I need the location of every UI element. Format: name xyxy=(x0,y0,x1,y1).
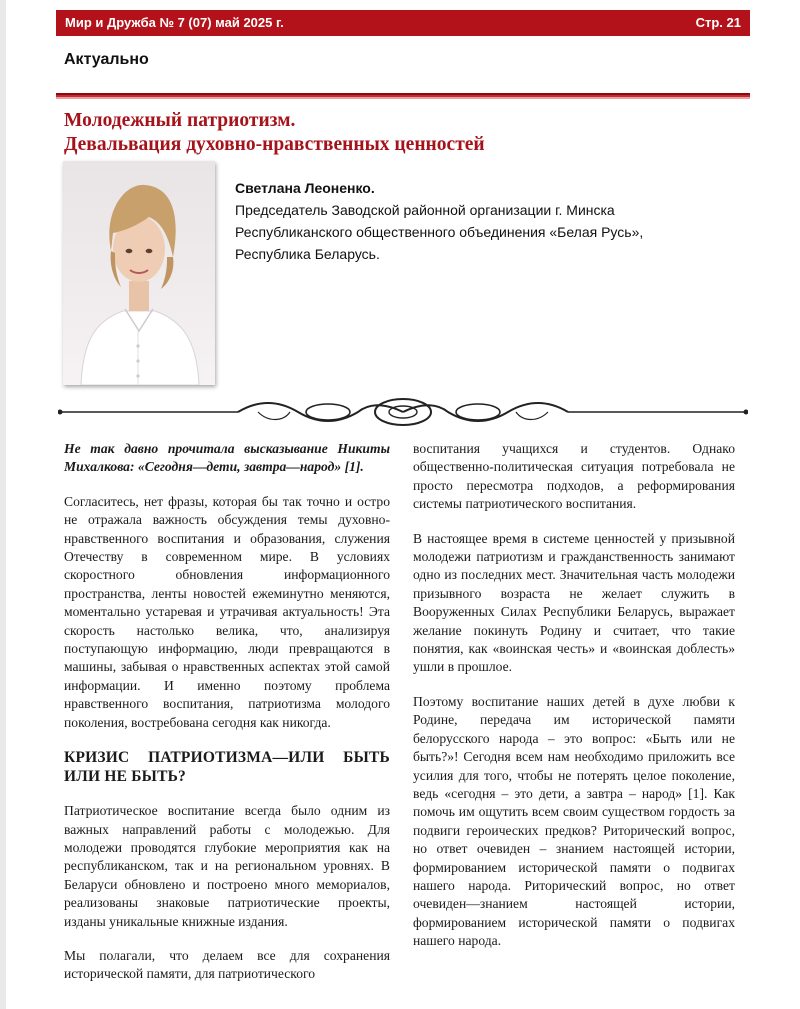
author-position-line-1: Председатель Заводской районной организации г. Минска xyxy=(235,202,615,218)
article-title-line-1: Молодежный патриотизм. xyxy=(64,110,296,131)
paragraph: воспитания учащихся и студентов. Однако общественно-политическая ситуация потребовала не просто пересмотра подходов, а реформирования системы патриотического воспитания. xyxy=(413,441,735,512)
section-title: Актуально xyxy=(64,51,149,68)
page-number: Стр. 21 xyxy=(695,15,741,30)
author-info xyxy=(235,177,643,265)
author-portrait-image xyxy=(63,161,215,385)
ornamental-divider xyxy=(58,392,748,432)
article-title-line-2: Девальвация духовно-нравственных ценностей xyxy=(64,134,485,155)
author-photo xyxy=(63,161,215,385)
paragraph: Согласитесь, нет фразы, которая бы так точно и остро не отражала важность обсуждения темы духовно-нравственного воспитания и образования, служения Отечеству в современном мире. В условиях скоростного обновления информационного пространства, ленты новостей ежеминутно меняются, моментально устаревая и утрачивая актуальность! Эта скорость настолько велика, что, анализируя поступающую информацию, люди превращаются в машины, забывая о нравственных аспектах этой самой информации. И именно поэтому проблема нравственного воспитания, патриотизма молодого поколения, востребована сегодня как никогда. xyxy=(64,493,390,730)
author-position-line-3: Республика Беларусь. xyxy=(235,246,380,262)
paragraph: Поэтому воспитание наших детей в духе любви к Родине, передача им исторической памяти белорусского народа – это вопрос: «Быть или не быть?»! Сегодня всем нам необходимо приложить все усилия для того, чтобы не потерять целое поколение, ведь «сегодня – это дети, а завтра – народ» [1]. Как помочь им ощутить всем своим существом гордость за подвиги героических предков? Риторический вопрос, но ответ очевиден – знанием настоящей истории, формированием исторической памяти о подвигах нашего народа. Риторический вопрос, но ответ очевиден—знанием настоящей истории, формированием исторической памяти о подвигах нашего народа. xyxy=(413,693,735,949)
author-position-line-2: Республиканского общественного объединения «Белая Русь», xyxy=(235,224,644,240)
subheading: КРИЗИС ПАТРИОТИЗМА—ИЛИ БЫТЬ ИЛИ НЕ БЫТЬ? xyxy=(64,749,390,786)
left-column xyxy=(64,440,390,1000)
author-name: Светлана Леоненко. xyxy=(235,180,375,196)
section-rule xyxy=(56,93,750,99)
paragraph: Мы полагали, что делаем все для сохранения исторической памяти, для патриотического xyxy=(64,947,390,982)
paragraph: В настоящее время в системе ценностей у призывной молодежи патриотизм и гражданственность занимают одно из последних мест. Значительная часть молодежи призывного возраста не желает служить в Вооруженных Силах Республики Беларусь, выражает желание покинуть Родину и считает, что такие понятия, как «воинская честь» и «воинская доблесть» ушли в прошлое. xyxy=(413,530,735,675)
lead-paragraph: Не так давно прочитала высказывание Никиты Михалкова: «Сегодня—дети, завтра—народ» [1]. xyxy=(64,441,390,475)
paragraph: Патриотическое воспитание всегда было одним из важных направлений работы с молодежью. Для молодежи проводятся глубокие мероприятия как на республиканском, так и на региональном уровнях. В Беларуси обновлено и построено много мемориалов, реализованы знаковые патриотические проекты, изданы уникальные книжные издания. xyxy=(64,803,390,929)
publication-title: Мир и Дружба № 7 (07) май 2025 г. xyxy=(65,15,284,30)
header-bar xyxy=(56,10,750,36)
page-edge xyxy=(0,0,6,1009)
right-column xyxy=(413,440,735,967)
article-title xyxy=(64,109,485,157)
